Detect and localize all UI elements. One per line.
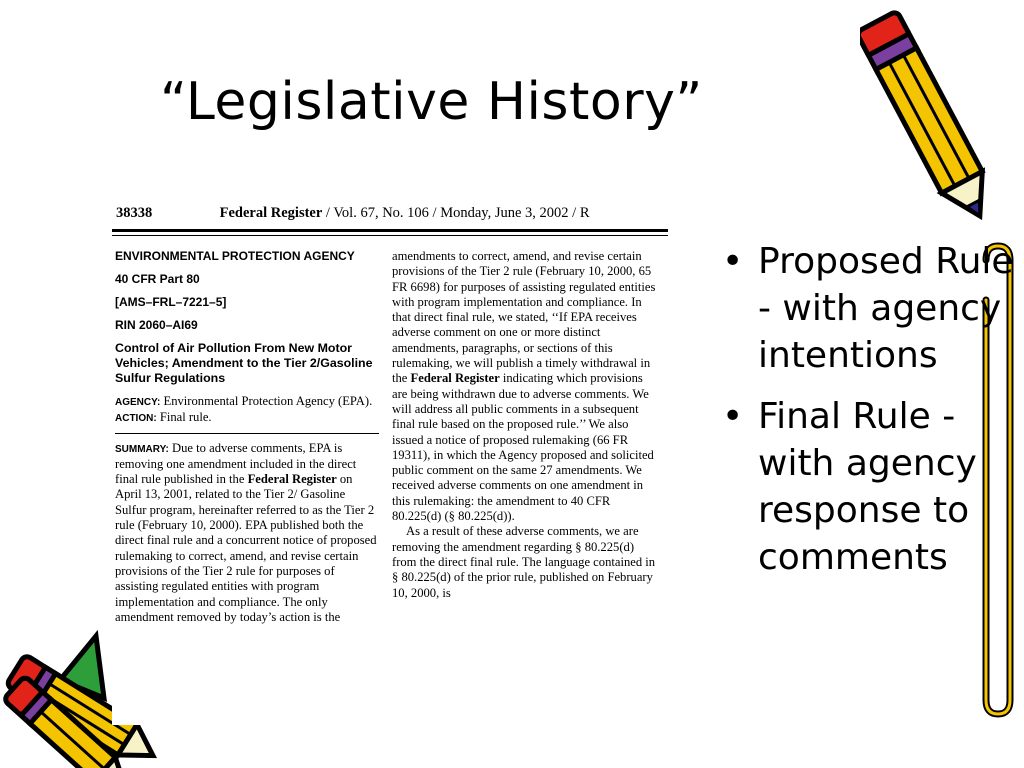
slide-title: “Legislative History” — [160, 72, 703, 132]
summary-label: SUMMARY: — [115, 443, 169, 455]
action-line — [115, 410, 379, 426]
bullet-text: Final Rule - with agency response to comments — [758, 396, 977, 578]
rule-subject: Control of Air Pollution From New Motor Vehicles; Amendment to the Tier 2/Gasoline Sulfur Regulations — [115, 341, 373, 385]
action-value: Final rule. — [156, 410, 212, 425]
publication-name: Federal Register — [219, 205, 323, 221]
agency-line — [115, 394, 379, 410]
agency-heading: ENVIRONMENTAL PROTECTION AGENCY — [115, 249, 355, 263]
bullet-item — [722, 393, 1022, 581]
docket-number: [AMS–FRL–7221–5] — [115, 295, 227, 309]
pencil-icon — [860, 0, 1000, 240]
summary-paragraph — [115, 441, 379, 626]
summary-text-2: on April 13, 2001, related to the Tier 2/ Gasoline Sulfur program, hereinafter referred to as the Tier 2 rule (February 10, 2000). EPA published both the direct final rule and a concurrent notice of proposed rulemaking to correct, amend, and revise certain provisions of the Tier 2 rule for purposes of assisting regulated entities with program implementation and compliance. The only amendment removed by today’s action is the — [115, 472, 377, 624]
bullet-dot: • — [722, 241, 744, 282]
bullet-text: Proposed Rule - with agency intentions — [758, 241, 1014, 376]
summary-text-1: Due to adverse comments, EPA is removing one amendment included in the direct final rule published in the — [115, 440, 357, 487]
left-column — [115, 249, 379, 625]
bullet-dot: • — [722, 396, 744, 437]
bullet-list — [722, 238, 1022, 595]
federal-register-excerpt — [112, 205, 668, 725]
bullet-item — [722, 238, 1022, 379]
issue-details: / Vol. 67, No. 106 / Monday, June 3, 2002 / R — [322, 205, 590, 221]
right-column — [392, 249, 660, 601]
right-text-1: amendments to correct, amend, and revise certain provisions of the Tier 2 rule (February 10, 2000, 65 FR 6698) for purposes of assisting regulated entities with program implementation and compliance. In that direct final rule, we stated, ‘‘If EPA receives adverse comment on one or more distinct amendments, paragraphs, or sections of this rulemaking, we will publish a timely withdrawal in the — [392, 249, 656, 386]
header-rule — [112, 229, 668, 232]
rin-number: RIN 2060–AI69 — [115, 318, 198, 332]
right-bold: Federal Register — [410, 371, 500, 386]
section-divider — [115, 433, 379, 434]
right-paragraph-2: As a result of these adverse comments, we are removing the amendment regarding § 80.225(d) from the direct final rule. The language contained in § 80.225(d) of the prior rule, published on February 10, 2000, is — [392, 524, 656, 600]
right-text-2: indicating which provisions are being withdrawn due to adverse comments. We will address all public comments in a subsequent final rule based on the proposed rule.’’ We also issued a notice of proposed rulemaking (66 FR 19311), in which the Agency proposed and solicited public comment on the same 27 amendments. We received adverse comments on one amendment in this rulemaking: the amendment to 40 CFR 80.225(d) (§ 80.225(d)). — [392, 371, 654, 524]
action-label: ACTION: — [115, 413, 157, 425]
agency-value: Environmental Protection Agency (EPA). — [160, 394, 373, 408]
cfr-part: 40 CFR Part 80 — [115, 272, 200, 286]
header-rule-thin — [112, 235, 668, 236]
document-header — [116, 205, 668, 222]
summary-bold: Federal Register — [247, 472, 337, 487]
page-number: 38338 — [116, 205, 153, 221]
agency-label: AGENCY: — [115, 397, 161, 408]
right-paragraph-1 — [392, 249, 660, 524]
